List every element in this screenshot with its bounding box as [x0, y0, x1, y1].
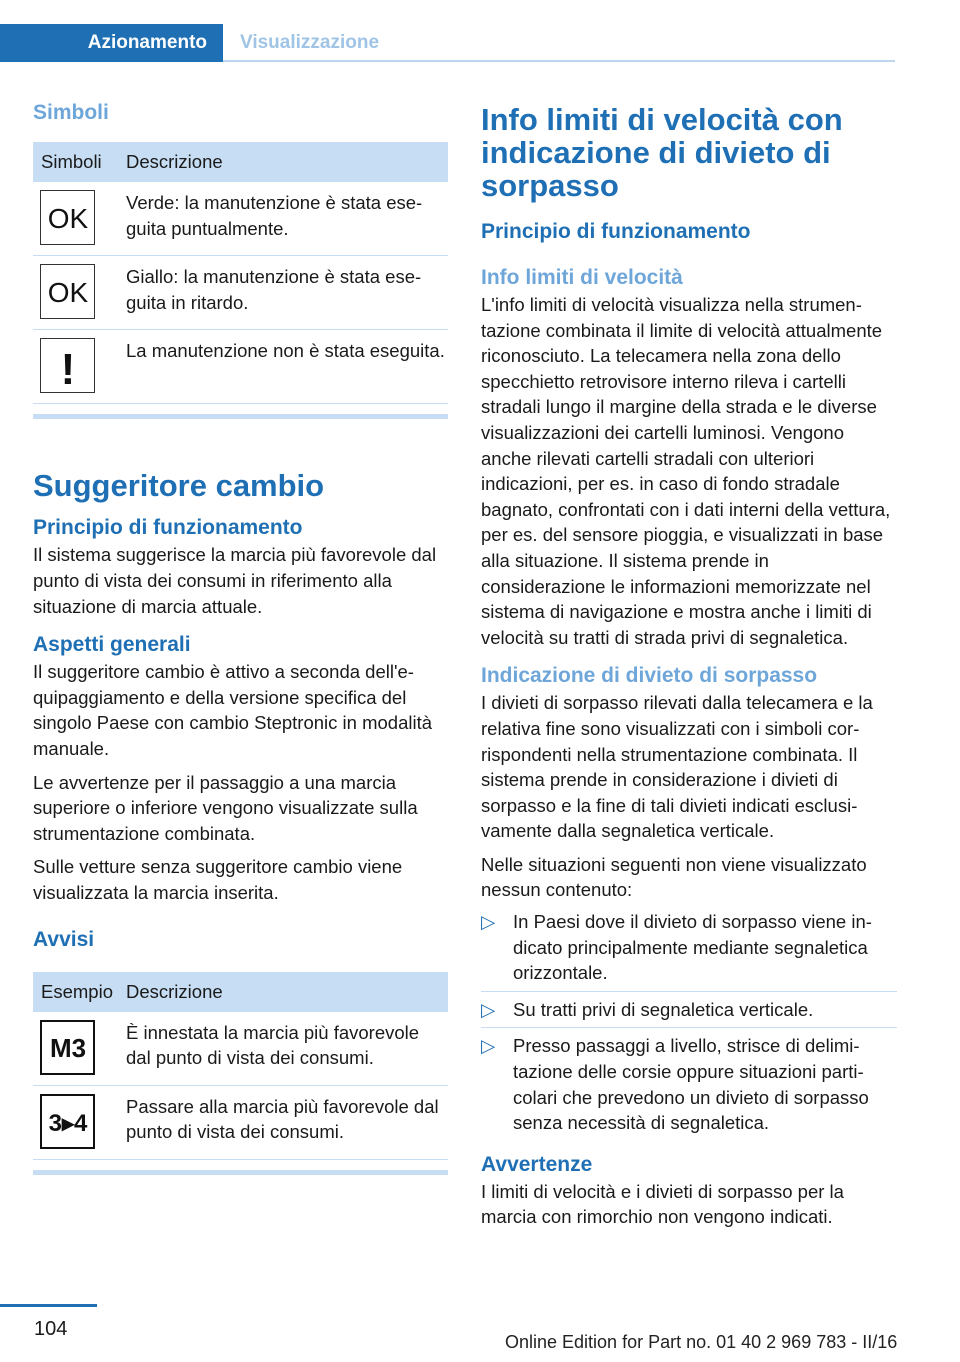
ok-yellow-icon: [40, 264, 95, 319]
gear-heading: Suggeritore cambio: [33, 468, 325, 504]
example-desc: Passare alla marcia più favorevole dal punto di vista dei consumi.: [120, 1085, 448, 1159]
ok-green-icon-text: OK: [47, 202, 88, 233]
ok-green-icon: [40, 190, 95, 245]
no-content-list: [481, 909, 897, 1141]
edition-note: Online Edition for Part no. 01 40 2 969 783 - II/16: [505, 1332, 898, 1352]
exclamation-icon: [40, 338, 95, 393]
gear-shift-3-4-icon-text: 3▸4: [48, 1110, 87, 1137]
table-row: [33, 1012, 448, 1086]
tab-azionamento[interactable]: Azionamento: [0, 24, 223, 62]
table-row: [33, 182, 448, 256]
simboli-heading: Simboli: [33, 101, 109, 124]
chapter-header: [0, 24, 895, 62]
right-column: [481, 95, 897, 1230]
gear-m3-icon-text: M3: [49, 1033, 86, 1062]
gear-shift-3-4-icon: [40, 1094, 95, 1149]
symbol-table-col2: Descrizione: [120, 142, 448, 182]
principle-heading-left: Principio di funzionamento: [33, 516, 303, 540]
speed-p1: L'info limiti di velocità visualizza nella strumentazione combinata il limite di velocità attualmente riconosciuto. La telecamera nella zona dello specchietto retrovisore interno rileva i cartelli stradali lungo il margine della strada e le diverse visualizzazioni dei cartelli luminosi. Vengono anche rilevati cartelli stradali con ulteriori indicazioni, per es. in caso di fondo stradale bagnato, confrontati con i dati interni della vettura, per es. del sensore pioggia, e visualizzati in base alla situazione. Il sistema prende in considerazione le informazioni memorizzate nel sistema di navigazione e mostra anche i limiti di velocità su tratti di strada privi di segnaletica.: [481, 294, 891, 648]
tab-visualizzazione[interactable]: Visualizzazione: [240, 32, 380, 53]
overtake-p2: Nelle situazioni seguenti non viene visualizzato nessun contenuto:: [481, 853, 867, 901]
overtake-p1: I divieti di sorpasso rilevati dalla telecamera e la relativa fine sono visualizzati con i simboli corrispondenti nella strumentazione combinata. Il sistema prende in considerazione i divieti di sorpasso e la fine di tali divieti indicati esclusivamente dalla segnaletica verticale.: [481, 692, 873, 842]
principle-heading-right: Principio di funzionamento: [481, 220, 751, 243]
example-table-col2: Descrizione: [120, 972, 448, 1012]
list-item: ▷ In Paesi dove il divieto di sorpasso viene indicato principalmente mediante segnaletica orizzontale.: [481, 909, 897, 992]
footer-divider: [0, 1304, 97, 1307]
speed-info-title: Info limiti di velocità con indicazione di divieto di sorpasso: [481, 102, 843, 203]
table-row: [33, 256, 448, 330]
example-table-col1: Esempio: [33, 972, 120, 1012]
triangle-bullet-icon: ▷: [481, 1035, 496, 1057]
example-desc: È innestata la marcia più favorevole dal punto di vista dei consumi.: [120, 1012, 448, 1086]
exclamation-icon-text: !: [60, 344, 75, 388]
general-p3: Sulle vetture senza suggeritore cambio viene visualizzata la marcia inserita.: [33, 856, 403, 903]
overtake-heading: Indicazione di divieto di sorpasso: [481, 664, 818, 688]
symbol-desc: La manutenzione non è stata eseguita.: [120, 330, 448, 404]
general-p2: Le avvertenze per il passaggio a una marcia superiore o inferiore vengono visualizzate sulla strumentazione combinata.: [33, 771, 418, 844]
left-column: [33, 95, 448, 1175]
symbol-desc: Verde: la manutenzione è stata eseguita puntualmente.: [120, 182, 448, 256]
notices-heading: Avvisi: [33, 927, 95, 951]
page-number: 104: [34, 1318, 68, 1340]
list-item: ▷ Presso passaggi a livello, strisce di delimitazione delle corsie oppure situazioni particolari che prevedono un divieto di sorpasso senza necessità di segnaletica.: [481, 1035, 869, 1134]
symbol-table: [33, 142, 448, 404]
speed-heading: Info limiti di velocità: [481, 266, 683, 289]
general-p1: Il suggeritore cambio è attivo a seconda dell'equipaggiamento e della versione specifica del singolo Paese con cambio Steptronic in modalità manuale.: [33, 661, 433, 759]
ok-yellow-icon-text: OK: [47, 276, 88, 307]
table-end-bar: [33, 414, 448, 419]
table-end-bar: [33, 1170, 448, 1175]
table-row: [33, 1085, 448, 1159]
table-row: [33, 330, 448, 404]
general-heading: Aspetti generali: [33, 633, 191, 657]
warn-text: I limiti di velocità e i divieti di sorpasso per la marcia con rimorchio non vengono indicati.: [481, 1180, 844, 1228]
example-table: [33, 972, 448, 1160]
symbol-table-col1: Simboli: [33, 142, 120, 182]
gear-m3-icon: [40, 1020, 95, 1075]
triangle-bullet-icon: ▷: [481, 998, 496, 1020]
triangle-bullet-icon: ▷: [481, 911, 496, 933]
principle-text-left: Il sistema suggerisce la marcia più favorevole dal punto di vista dei consumi in riferimento alla situazione di marcia attuale.: [33, 544, 437, 617]
warn-heading: Avvertenze: [481, 1152, 593, 1176]
header-divider: [223, 60, 895, 62]
list-item: ▷ Su tratti privi di segnaletica verticale.: [481, 997, 897, 1029]
symbol-desc: Giallo: la manutenzione è stata eseguita in ritardo.: [120, 256, 448, 330]
